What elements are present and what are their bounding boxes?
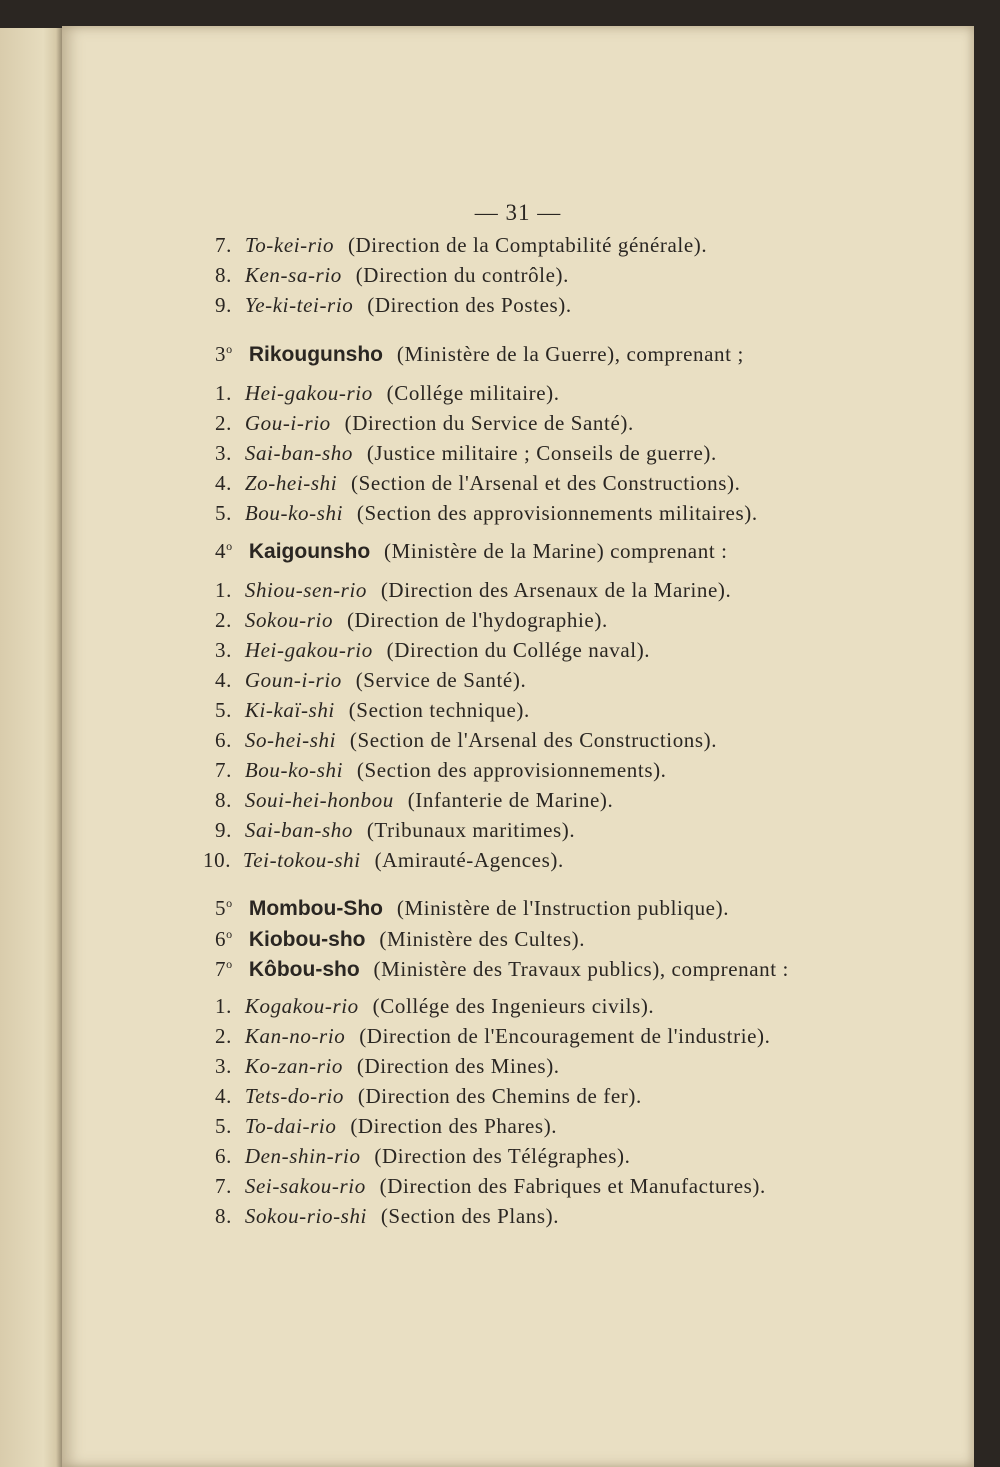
item-number: 4. [215, 1084, 232, 1108]
section-title: Kiobou-sho [248, 928, 366, 951]
list-item [215, 818, 575, 843]
item-number: 1. [215, 994, 232, 1018]
item-description: (Direction des Phares). [350, 1114, 558, 1138]
item-description: (Direction du contrôle). [355, 263, 569, 287]
item-number: 7. [215, 233, 232, 257]
section-heading [215, 539, 728, 564]
section-number: 3$^o$ [215, 342, 233, 366]
japanese-term: Sai-ban-sho [244, 818, 353, 842]
item-description: (Service de Santé). [355, 668, 527, 692]
list-item [215, 411, 634, 436]
item-number: 8. [215, 788, 232, 812]
list-item [215, 728, 717, 753]
japanese-term: Ye-ki-tei-rio [244, 293, 354, 317]
list-item [215, 578, 731, 603]
japanese-term: To-dai-rio [244, 1114, 337, 1138]
list-item [215, 263, 569, 288]
list-item [215, 1204, 559, 1229]
list-item [215, 1144, 630, 1169]
item-description: (Amirauté-Agences). [374, 848, 564, 872]
item-number: 5. [215, 698, 232, 722]
item-number: 8. [215, 1204, 232, 1228]
list-item [215, 788, 613, 813]
japanese-term: Sokou-rio-shi [244, 1204, 367, 1228]
item-number: 2. [215, 608, 232, 632]
item-number: 2. [215, 411, 232, 435]
item-description: (Section de l'Arsenal des Constructions). [349, 728, 718, 752]
item-description: (Direction des Arsenaux de la Marine). [380, 578, 732, 602]
list-item [203, 848, 564, 873]
item-description: (Direction des Chemins de fer). [357, 1084, 642, 1108]
list-item [215, 668, 526, 693]
japanese-term: Soui-hei-honbou [244, 788, 394, 812]
japanese-term: Sai-ban-sho [244, 441, 353, 465]
japanese-term: Sokou-rio [244, 608, 334, 632]
japanese-term: Den-shin-rio [244, 1144, 361, 1168]
item-number: 3. [215, 638, 232, 662]
list-item [215, 381, 560, 406]
item-description: (Collége des Ingenieurs civils). [372, 994, 655, 1018]
item-description: (Section technique). [348, 698, 530, 722]
item-description: (Section des approvisionnements). [356, 758, 667, 782]
section-description: (Ministère des Travaux publics), comprenant : [373, 957, 789, 981]
list-item [215, 1084, 642, 1109]
item-number: 7. [215, 758, 232, 782]
list-item [215, 1054, 560, 1079]
japanese-term: Hei-gakou-rio [244, 638, 373, 662]
japanese-term: Kogakou-rio [244, 994, 359, 1018]
japanese-term: Zo-hei-shi [244, 471, 338, 495]
section-number: 6$^o$ [215, 927, 233, 951]
item-number: 1. [215, 381, 232, 405]
section-description: (Ministère de l'Instruction publique). [396, 896, 730, 920]
japanese-term: Bou-ko-shi [244, 758, 344, 782]
list-item [215, 758, 667, 783]
japanese-term: Goun-i-rio [244, 668, 342, 692]
item-description: (Section de l'Arsenal et des Constructions). [351, 471, 741, 495]
item-number: 5. [215, 501, 232, 525]
japanese-term: To-kei-rio [244, 233, 335, 257]
japanese-term: Kan-no-rio [244, 1024, 346, 1048]
japanese-term: Ko-zan-rio [244, 1054, 344, 1078]
list-item [215, 441, 717, 466]
item-description: (Section des Plans). [380, 1204, 560, 1228]
item-number: 3. [215, 441, 232, 465]
item-description: (Tribunaux maritimes). [366, 818, 576, 842]
japanese-term: So-hei-shi [244, 728, 337, 752]
japanese-term: Ken-sa-rio [244, 263, 342, 287]
page-number: — 31 — [474, 200, 562, 225]
item-description: (Direction de la Comptabilité générale). [347, 233, 708, 257]
item-number: 9. [215, 293, 232, 317]
item-description: (Collége militaire). [386, 381, 560, 405]
section-number: 4$^o$ [215, 539, 233, 563]
item-number: 9. [215, 818, 232, 842]
item-description: (Direction des Mines). [356, 1054, 560, 1078]
section-title: Kaigounsho [248, 540, 371, 563]
list-item [215, 608, 608, 633]
item-number: 6. [215, 728, 232, 752]
section-heading [215, 896, 729, 921]
japanese-term: Gou-i-rio [244, 411, 331, 435]
list-item [215, 1024, 771, 1049]
japanese-term: Ki-kaï-shi [244, 698, 335, 722]
list-item [215, 471, 741, 496]
list-item [215, 698, 530, 723]
item-number: 5. [215, 1114, 232, 1138]
list-item [215, 1114, 557, 1139]
list-item [215, 638, 650, 663]
item-description: (Direction des Télégraphes). [374, 1144, 631, 1168]
item-description: (Section des approvisionnements militaires). [356, 501, 758, 525]
item-number: 3. [215, 1054, 232, 1078]
japanese-term: Hei-gakou-rio [244, 381, 373, 405]
item-description: (Infanterie de Marine). [407, 788, 614, 812]
japanese-term: Tei-tokou-shi [242, 848, 361, 872]
list-item [215, 501, 758, 526]
book-page [62, 26, 974, 1467]
list-item [215, 293, 572, 318]
list-item [215, 233, 707, 258]
item-number: 4. [215, 471, 232, 495]
section-title: Kôbou-sho [248, 958, 360, 981]
list-item [215, 1174, 766, 1199]
item-number: 4. [215, 668, 232, 692]
item-number: 10. [203, 848, 232, 872]
section-number: 7$^o$ [215, 957, 233, 981]
item-description: (Justice militaire ; Conseils de guerre). [366, 441, 717, 465]
list-item [215, 994, 654, 1019]
section-heading [215, 957, 789, 982]
facing-page-edge [0, 28, 62, 1467]
section-number: 5$^o$ [215, 896, 233, 920]
japanese-term: Shiou-sen-rio [244, 578, 367, 602]
item-number: 2. [215, 1024, 232, 1048]
section-title: Mombou-Sho [248, 897, 383, 920]
japanese-term: Bou-ko-shi [244, 501, 344, 525]
item-number: 6. [215, 1144, 232, 1168]
section-heading [215, 342, 744, 367]
item-number: 7. [215, 1174, 232, 1198]
section-description: (Ministère de la Marine) comprenant : [384, 539, 728, 563]
section-heading [215, 927, 585, 952]
item-description: (Direction de l'hydographie). [346, 608, 608, 632]
japanese-term: Tets-do-rio [244, 1084, 345, 1108]
section-description: (Ministère de la Guerre), comprenant ; [396, 342, 744, 366]
section-description: (Ministère des Cultes). [379, 927, 586, 951]
section-title: Rikougunsho [248, 343, 384, 366]
item-description: (Direction des Postes). [367, 293, 572, 317]
item-description: (Direction du Service de Santé). [344, 411, 634, 435]
japanese-term: Sei-sakou-rio [244, 1174, 366, 1198]
item-description: (Direction du Collége naval). [386, 638, 651, 662]
item-description: (Direction des Fabriques et Manufactures). [379, 1174, 766, 1198]
item-number: 1. [215, 578, 232, 602]
item-number: 8. [215, 263, 232, 287]
item-description: (Direction de l'Encouragement de l'industrie). [359, 1024, 771, 1048]
